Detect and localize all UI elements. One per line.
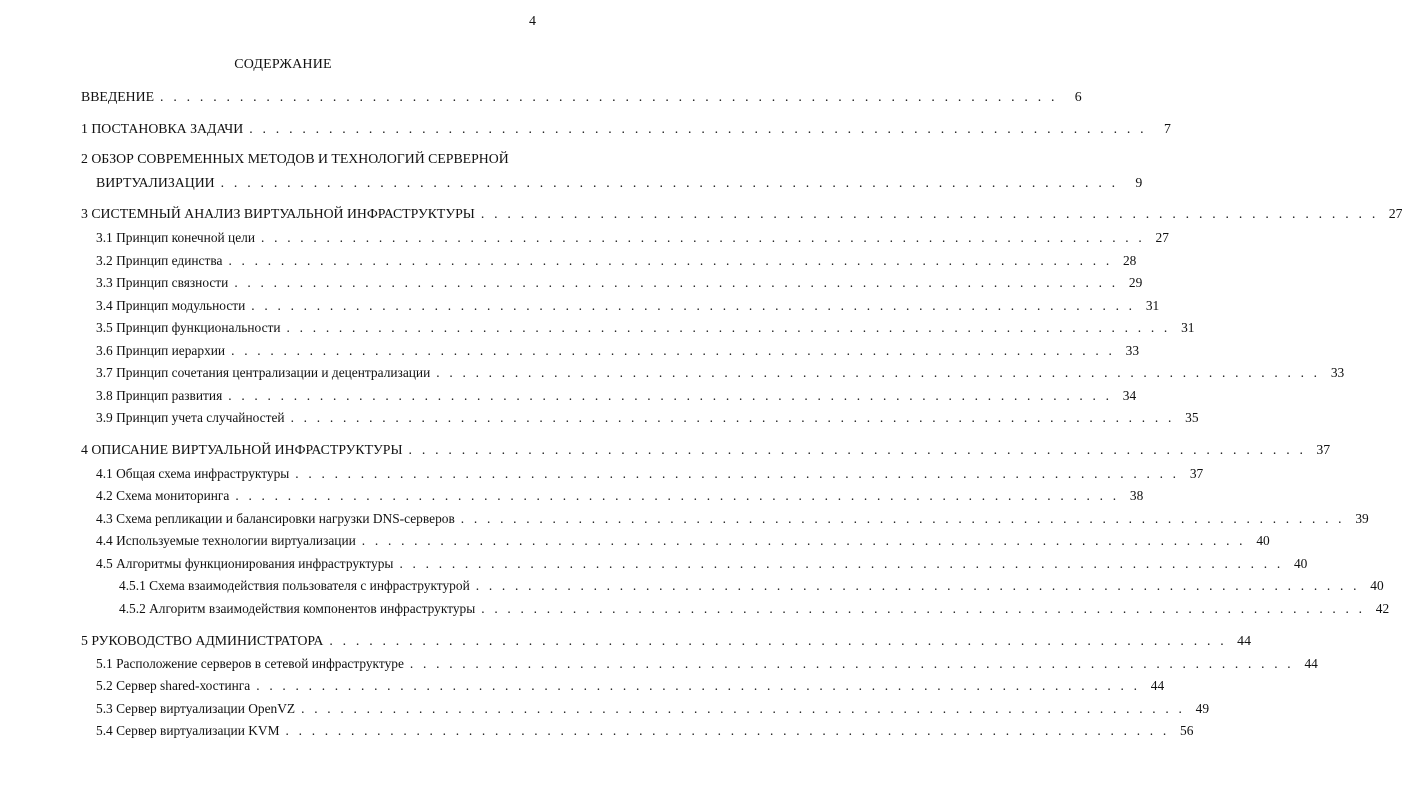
toc-entry-5-1[interactable]: 5.1 Расположение серверов в сетевой инфраструктуре . . . . . . . . . . . . . . . . . . . . . . . . . . . . . . . . . . . . . . . . . . . . . . . . . . . . . . . . . . . . . . . . . . . . 44 bbox=[96, 656, 1318, 671]
toc-entry-5-4[interactable]: 5.4 Сервер виртуализации KVM . . . . . . . . . . . . . . . . . . . . . . . . . . . . . . . . . . . . . . . . . . . . . . . . . . . . . . . . . . . . . . . . . . . . 56 bbox=[96, 723, 1194, 738]
leader-dots: . . . . . . . . . . . . . . . . . . . . . . . . . . . . . . . . . . . . . . . . . . . . . . . . . . . . . . . . . . . . . . . . . . . . bbox=[249, 121, 1147, 136]
leader-dots: . . . . . . . . . . . . . . . . . . . . . . . . . . . . . . . . . . . . . . . . . . . . . . . . . . . . . . . . . . . . . . . . . . . . bbox=[220, 175, 1119, 190]
toc-entry-3-2[interactable]: 3.2 Принцип единства . . . . . . . . . . . . . . . . . . . . . . . . . . . . . . . . . . . . . . . . . . . . . . . . . . . . . . . . . . . . . . . . . . . . 28 bbox=[96, 253, 1137, 268]
toc-entry-3-1[interactable]: 3.1 Принцип конечной цели . . . . . . . . . . . . . . . . . . . . . . . . . . . . . . . . . . . . . . . . . . . . . . . . . . . . . . . . . . . . . . . . . . . . 27 bbox=[96, 230, 1169, 245]
leader-dots: . . . . . . . . . . . . . . . . . . . . . . . . . . . . . . . . . . . . . . . . . . . . . . . . . . . . . . . . . . . . . . . . . . . . bbox=[251, 298, 1136, 313]
toc-entry-3-9[interactable]: 3.9 Принцип учета случайностей . . . . . . . . . . . . . . . . . . . . . . . . . . . . . . . . . . . . . . . . . . . . . . . . . . . . . . . . . . . . . . . . . . . . 35 bbox=[96, 410, 1199, 425]
leader-dots: . . . . . . . . . . . . . . . . . . . . . . . . . . . . . . . . . . . . . . . . . . . . . . . . . . . . . . . . . . . . . . . . . . . . bbox=[436, 365, 1321, 380]
leader-dots: . . . . . . . . . . . . . . . . . . . . . . . . . . . . . . . . . . . . . . . . . . . . . . . . . . . . . . . . . . . . . . . . . . . . bbox=[228, 253, 1113, 268]
leader-dots: . . . . . . . . . . . . . . . . . . . . . . . . . . . . . . . . . . . . . . . . . . . . . . . . . . . . . . . . . . . . . . . . . . . . bbox=[409, 656, 1294, 671]
leader-dots: . . . . . . . . . . . . . . . . . . . . . . . . . . . . . . . . . . . . . . . . . . . . . . . . . . . . . . . . . . . . . . . . . . . . bbox=[285, 723, 1170, 738]
leader-dots: . . . . . . . . . . . . . . . . . . . . . . . . . . . . . . . . . . . . . . . . . . . . . . . . . . . . . . . . . . . . . . . . . . . . bbox=[256, 678, 1141, 693]
leader-dots: . . . . . . . . . . . . . . . . . . . . . . . . . . . . . . . . . . . . . . . . . . . . . . . . . . . . . . . . . . . . . . . . . . . . bbox=[408, 442, 1307, 457]
leader-dots: . . . . . . . . . . . . . . . . . . . . . . . . . . . . . . . . . . . . . . . . . . . . . . . . . . . . . . . . . . . . . . . . . . . . bbox=[399, 556, 1284, 571]
leader-dots: . . . . . . . . . . . . . . . . . . . . . . . . . . . . . . . . . . . . . . . . . . . . . . . . . . . . . . . . . . . . . . . . . . . . bbox=[160, 89, 1058, 104]
leader-dots: . . . . . . . . . . . . . . . . . . . . . . . . . . . . . . . . . . . . . . . . . . . . . . . . . . . . . . . . . . . . . . . . . . . . bbox=[460, 511, 1345, 526]
toc-entry-3-7[interactable]: 3.7 Принцип сочетания централизации и децентрализации . . . . . . . . . . . . . . . . . . . . . . . . . . . . . . . . . . . . . . . . . . . . . . . . . . . . . . . . . . . . . . . . . . . . 33 bbox=[96, 365, 1345, 380]
toc-entry-4-5-1[interactable]: 4.5.1 Схема взаимодействия пользователя с инфраструктурой . . . . . . . . . . . . . . . . . . . . . . . . . . . . . . . . . . . . . . . . . . . . . . . . . . . . . . . . . . . . . . . . . . . . 40 bbox=[119, 578, 1384, 593]
leader-dots: . . . . . . . . . . . . . . . . . . . . . . . . . . . . . . . . . . . . . . . . . . . . . . . . . . . . . . . . . . . . . . . . . . . . bbox=[475, 578, 1360, 593]
toc-entry-3-5[interactable]: 3.5 Принцип функциональности . . . . . . . . . . . . . . . . . . . . . . . . . . . . . . . . . . . . . . . . . . . . . . . . . . . . . . . . . . . . . . . . . . . . 31 bbox=[96, 320, 1195, 335]
leader-dots: . . . . . . . . . . . . . . . . . . . . . . . . . . . . . . . . . . . . . . . . . . . . . . . . . . . . . . . . . . . . . . . . . . . . bbox=[286, 320, 1171, 335]
toc-entry-5-3[interactable]: 5.3 Сервер виртуализации OpenVZ . . . . . . . . . . . . . . . . . . . . . . . . . . . . . . . . . . . . . . . . . . . . . . . . . . . . . . . . . . . . . . . . . . . . 49 bbox=[96, 701, 1210, 716]
leader-dots: . . . . . . . . . . . . . . . . . . . . . . . . . . . . . . . . . . . . . . . . . . . . . . . . . . . . . . . . . . . . . . . . . . . . bbox=[481, 601, 1366, 616]
toc-entry-3-6[interactable]: 3.6 Принцип иерархии . . . . . . . . . . . . . . . . . . . . . . . . . . . . . . . . . . . . . . . . . . . . . . . . . . . . . . . . . . . . . . . . . . . . 33 bbox=[96, 343, 1140, 358]
leader-dots: . . . . . . . . . . . . . . . . . . . . . . . . . . . . . . . . . . . . . . . . . . . . . . . . . . . . . . . . . . . . . . . . . . . . bbox=[361, 533, 1246, 548]
toc-entry-4-5[interactable]: 4.5 Алгоритмы функционирования инфраструктуры . . . . . . . . . . . . . . . . . . . . . . . . . . . . . . . . . . . . . . . . . . . . . . . . . . . . . . . . . . . . . . . . . . . . 40 bbox=[96, 556, 1308, 571]
toc-entry-3-4[interactable]: 3.4 Принцип модульности . . . . . . . . . . . . . . . . . . . . . . . . . . . . . . . . . . . . . . . . . . . . . . . . . . . . . . . . . . . . . . . . . . . . 31 bbox=[96, 298, 1160, 313]
toc-entry-4-1[interactable]: 4.1 Общая схема инфраструктуры . . . . . . . . . . . . . . . . . . . . . . . . . . . . . . . . . . . . . . . . . . . . . . . . . . . . . . . . . . . . . . . . . . . . 37 bbox=[96, 466, 1204, 481]
leader-dots: . . . . . . . . . . . . . . . . . . . . . . . . . . . . . . . . . . . . . . . . . . . . . . . . . . . . . . . . . . . . . . . . . . . . bbox=[235, 488, 1120, 503]
toc-entry-3-8[interactable]: 3.8 Принцип развития . . . . . . . . . . . . . . . . . . . . . . . . . . . . . . . . . . . . . . . . . . . . . . . . . . . . . . . . . . . . . . . . . . . . 34 bbox=[96, 388, 1137, 403]
toc-entry-chapter-1[interactable]: 1 ПОСТАНОВКА ЗАДАЧИ . . . . . . . . . . . . . . . . . . . . . . . . . . . . . . . . . . . . . . . . . . . . . . . . . . . . . . . . . . . . . . . . . . . . 7 bbox=[81, 121, 1171, 136]
leader-dots: . . . . . . . . . . . . . . . . . . . . . . . . . . . . . . . . . . . . . . . . . . . . . . . . . . . . . . . . . . . . . . . . . . . . bbox=[231, 343, 1116, 358]
leader-dots: . . . . . . . . . . . . . . . . . . . . . . . . . . . . . . . . . . . . . . . . . . . . . . . . . . . . . . . . . . . . . . . . . . . . bbox=[261, 230, 1145, 245]
toc-entry-chapter-2[interactable]: 2 ОБЗОР СОВРЕМЕННЫХ МЕТОДОВ И ТЕХНОЛОГИЙ СЕРВЕРНОЙ bbox=[81, 151, 509, 166]
leader-dots: . . . . . . . . . . . . . . . . . . . . . . . . . . . . . . . . . . . . . . . . . . . . . . . . . . . . . . . . . . . . . . . . . . . . bbox=[295, 466, 1180, 481]
leader-dots: . . . . . . . . . . . . . . . . . . . . . . . . . . . . . . . . . . . . . . . . . . . . . . . . . . . . . . . . . . . . . . . . . . . . bbox=[234, 275, 1119, 290]
toc-entry-chapter-3[interactable]: 3 СИСТЕМНЫЙ АНАЛИЗ ВИРТУАЛЬНОЙ ИНФРАСТРУКТУРЫ . . . . . . . . . . . . . . . . . . . . . . . . . . . . . . . . . . . . . . . . . . . . . . . . . . . . . . . . . . . . . . . . . . . . 27 bbox=[81, 206, 1402, 221]
leader-dots: . . . . . . . . . . . . . . . . . . . . . . . . . . . . . . . . . . . . . . . . . . . . . . . . . . . . . . . . . . . . . . . . . . . . bbox=[301, 701, 1186, 716]
leader-dots: . . . . . . . . . . . . . . . . . . . . . . . . . . . . . . . . . . . . . . . . . . . . . . . . . . . . . . . . . . . . . . . . . . . . bbox=[480, 206, 1379, 221]
toc-entry-5-2[interactable]: 5.2 Сервер shared-хостинга . . . . . . . . . . . . . . . . . . . . . . . . . . . . . . . . . . . . . . . . . . . . . . . . . . . . . . . . . . . . . . . . . . . . 44 bbox=[96, 678, 1165, 693]
page-number: 4 bbox=[529, 14, 536, 29]
toc-entry-4-4[interactable]: 4.4 Используемые технологии виртуализации . . . . . . . . . . . . . . . . . . . . . . . . . . . . . . . . . . . . . . . . . . . . . . . . . . . . . . . . . . . . . . . . . . . . 40 bbox=[96, 533, 1270, 548]
toc-title: СОДЕРЖАНИЕ bbox=[234, 57, 332, 72]
toc-entry-chapter-5[interactable]: 5 РУКОВОДСТВО АДМИНИСТРАТОРА . . . . . . . . . . . . . . . . . . . . . . . . . . . . . . . . . . . . . . . . . . . . . . . . . . . . . . . . . . . . . . . . . . . . 44 bbox=[81, 633, 1251, 648]
leader-dots: . . . . . . . . . . . . . . . . . . . . . . . . . . . . . . . . . . . . . . . . . . . . . . . . . . . . . . . . . . . . . . . . . . . . bbox=[228, 388, 1113, 403]
toc-entry-4-3[interactable]: 4.3 Схема репликации и балансировки нагрузки DNS-серверов . . . . . . . . . . . . . . . . . . . . . . . . . . . . . . . . . . . . . . . . . . . . . . . . . . . . . . . . . . . . . . . . . . . . 39 bbox=[96, 511, 1369, 526]
leader-dots: . . . . . . . . . . . . . . . . . . . . . . . . . . . . . . . . . . . . . . . . . . . . . . . . . . . . . . . . . . . . . . . . . . . . bbox=[290, 410, 1175, 425]
toc-entry-3-3[interactable]: 3.3 Принцип связности . . . . . . . . . . . . . . . . . . . . . . . . . . . . . . . . . . . . . . . . . . . . . . . . . . . . . . . . . . . . . . . . . . . . 29 bbox=[96, 275, 1143, 290]
toc-entry-4-2[interactable]: 4.2 Схема мониторинга . . . . . . . . . . . . . . . . . . . . . . . . . . . . . . . . . . . . . . . . . . . . . . . . . . . . . . . . . . . . . . . . . . . . 38 bbox=[96, 488, 1144, 503]
toc-entry-4-5-2[interactable]: 4.5.2 Алгоритм взаимодействия компонентов инфраструктуры . . . . . . . . . . . . . . . . . . . . . . . . . . . . . . . . . . . . . . . . . . . . . . . . . . . . . . . . . . . . . . . . . . . . 42 bbox=[119, 601, 1390, 616]
toc-entry-chapter-4[interactable]: 4 ОПИСАНИЕ ВИРТУАЛЬНОЙ ИНФРАСТРУКТУРЫ . . . . . . . . . . . . . . . . . . . . . . . . . . . . . . . . . . . . . . . . . . . . . . . . . . . . . . . . . . . . . . . . . . . . 37 bbox=[81, 442, 1331, 457]
toc-entry-chapter-2-cont[interactable]: ВИРТУАЛИЗАЦИИ . . . . . . . . . . . . . . . . . . . . . . . . . . . . . . . . . . . . . . . . . . . . . . . . . . . . . . . . . . . . . . . . . . . . 9 bbox=[96, 175, 1143, 190]
toc-entry-intro[interactable]: ВВЕДЕНИЕ . . . . . . . . . . . . . . . . . . . . . . . . . . . . . . . . . . . . . . . . . . . . . . . . . . . . . . . . . . . . . . . . . . . . 6 bbox=[81, 89, 1082, 104]
leader-dots: . . . . . . . . . . . . . . . . . . . . . . . . . . . . . . . . . . . . . . . . . . . . . . . . . . . . . . . . . . . . . . . . . . . . bbox=[329, 633, 1227, 648]
